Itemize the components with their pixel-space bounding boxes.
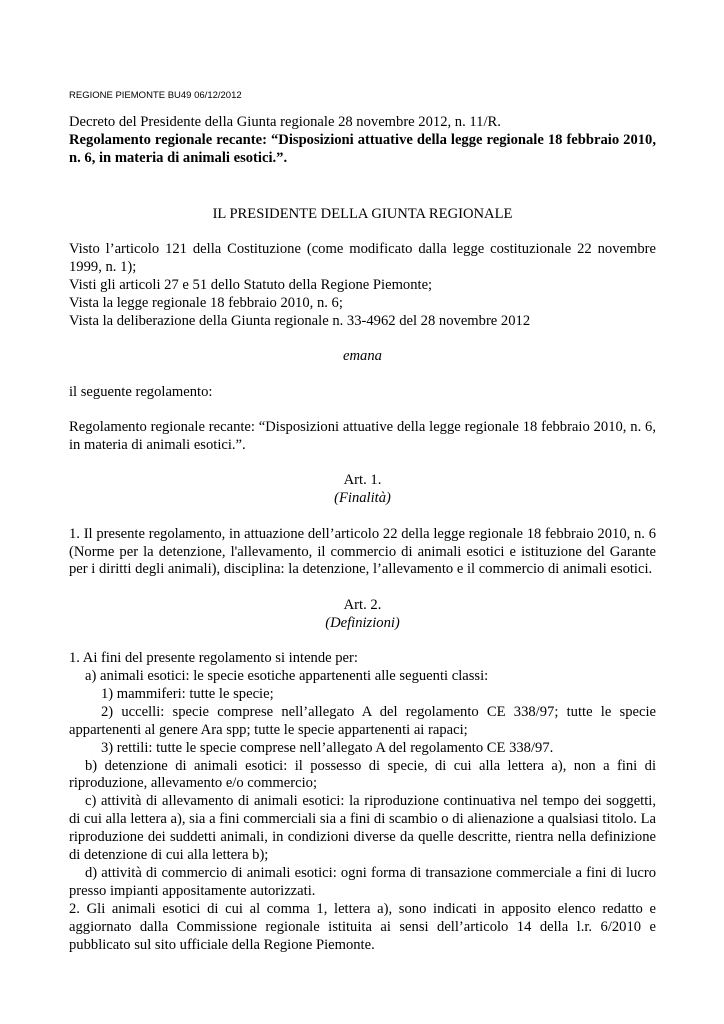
art1-paragraph: 1. Il presente regolamento, in attuazione dell’articolo 22 della legge regionale 18 febbraio 2010, n. 6 (Norme per la detenzione, l'allevamento, il commercio di animali esotici e istituzione del Garante per i diritti degli animali), disciplina: la detenzione, l’allevamento e il commercio di animali esotici. xyxy=(69,525,656,578)
art2-number: Art. 2. xyxy=(343,596,382,613)
section-heading: IL PRESIDENTE DELLA GIUNTA REGIONALE xyxy=(212,205,513,222)
art2-item-a1: 1) mammiferi: tutte le specie; xyxy=(101,685,274,702)
document-body xyxy=(69,114,656,955)
consideration-4: Vista la deliberazione della Giunta regionale n. 33-4962 del 28 novembre 2012 xyxy=(69,312,531,329)
art2-title: (Definizioni) xyxy=(325,614,400,631)
decree-title: Decreto del Presidente della Giunta regionale 28 novembre 2012, n. 11/R. xyxy=(69,114,501,130)
art2-paragraph-2: 2. Gli animali esotici di cui al comma 1, lettera a), sono indicati in apposito elenco redatto e aggiornato dalla Commissione regionale istituita ai sensi dell’articolo 14 della l.r. 6/2010 e pubblicato sul sito ufficiale della Regione Piemonte. xyxy=(69,900,656,953)
consideration-3: Vista la legge regionale 18 febbraio 2010, n. 6; xyxy=(69,294,343,311)
art2-item-c: c) attività di allevamento di animali esotici: la riproduzione continuativa nel tempo dei soggetti, di cui alla lettera a), sia a fini commerciali sia a fini di scambio o di alienazione a qualsiasi titolo. La riproduzione dei suddetti animali, in condizioni diverse da quelle descritte, rientra nella definizione di detenzione di cui alla lettera b); xyxy=(69,793,656,864)
art1-title: (Finalità) xyxy=(334,490,391,507)
regulation-intro: il seguente regolamento: xyxy=(69,383,213,400)
art2-intro: 1. Ai fini del presente regolamento si intende per: xyxy=(69,650,358,667)
consideration-1: Visto l’articolo 121 della Costituzione (come modificato dalla legge costituzionale 22 novembre 1999, n. 1); xyxy=(69,241,656,276)
art1-number: Art. 1. xyxy=(343,472,382,489)
art2-item-d: d) attività di commercio di animali esotici: ogni forma di transazione commerciale a fini di lucro presso impianti appositamente autorizzati. xyxy=(69,865,656,899)
art2-item-b: b) detenzione di animali esotici: il possesso di specie, di cui alla lettera a), non a fini di riproduzione, allevamento e/o commercio; xyxy=(69,757,656,792)
art2-item-a: a) animali esotici: le specie esotiche appartenenti alle seguenti classi: xyxy=(85,668,489,685)
consideration-2: Visti gli articoli 27 e 51 dello Statuto della Regione Piemonte; xyxy=(69,276,433,293)
art2-item-a2: 2) uccelli: specie comprese nell’allegato A del regolamento CE 338/97; tutte le specie appartenenti al genere Ara spp; tutte le specie appartenenti ai rapaci; xyxy=(69,703,656,738)
bulletin-header: REGIONE PIEMONTE BU49 06/12/2012 xyxy=(69,90,242,101)
emana-label: emana xyxy=(343,348,382,365)
art2-item-a3: 3) rettili: tutte le specie comprese nell’allegato A del regolamento CE 338/97. xyxy=(101,739,554,756)
decree-subject: Regolamento regionale recante: “Disposizioni attuative della legge regionale 18 febbraio 2010, n. 6, in materia di animali esotici.”. xyxy=(69,131,656,166)
regulation-title: Regolamento regionale recante: “Disposizioni attuative della legge regionale 18 febbraio 2010, n. 6, in materia di animali esotici.”. xyxy=(69,418,656,453)
